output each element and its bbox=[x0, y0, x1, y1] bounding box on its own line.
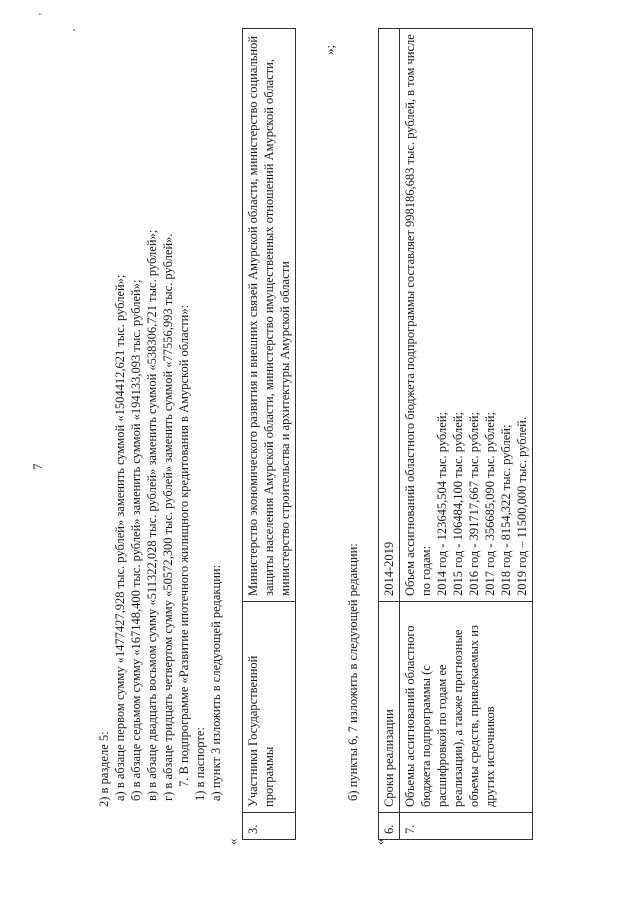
row-value: 2014-2019 bbox=[382, 541, 396, 596]
row-label: Объемы ассигнований областного бюджета подпрограммы (с расшифровкой по годам ее реализации), а также прогнозные объемы средств, привлекаемых из других источников bbox=[400, 602, 533, 813]
amendment-item: в) в абзаце двадцать восьмом сумму «511322,028 тыс. рублей» заменить суммой «538306,721 тыс. рублей»; bbox=[145, 229, 159, 801]
funding-year: 2015 год - 106484,100 тыс. рублей; bbox=[451, 412, 465, 596]
amendment-item: г) в абзаце тридцать четвертом сумму «50572,300 тыс. рублей» заменить суммой «77556,993 тыс. рублей». bbox=[161, 233, 175, 801]
page-number: 7 bbox=[30, 463, 45, 470]
terms-volumes-table bbox=[378, 28, 533, 840]
scan-mark: ' bbox=[72, 29, 83, 31]
row-label: Участники Государственной программы bbox=[243, 602, 296, 813]
close-quote: »; bbox=[322, 44, 337, 55]
subprogram-heading: 7. В подпрограмме «Развитие ипотечного жилищного кредитования в Амурской области»: bbox=[177, 304, 191, 787]
row-number: 6. bbox=[379, 813, 400, 840]
funding-year: 2014 год - 123645,504 тыс. рублей; bbox=[435, 412, 449, 596]
amendment-item: а) в абзаце первом сумму «1477427,928 тыс. рублей» заменить суммой «1504412,621 тыс. рублей»; bbox=[113, 274, 127, 801]
scan-mark: ' bbox=[38, 13, 49, 15]
row-number: 7. bbox=[400, 813, 533, 840]
passport-heading: 1) в паспорте: bbox=[193, 727, 207, 801]
row-number: 3. bbox=[243, 813, 296, 840]
open-quote: « bbox=[225, 838, 240, 845]
funding-year: 2019 год – 11500,000 тыс. рублей. bbox=[515, 417, 529, 596]
funding-total: Объем ассигнований областного бюджета подпрограммы составляет 998186,683 тыс. рублей, в том числе по годам: bbox=[403, 34, 433, 596]
row-label: Сроки реализации bbox=[379, 602, 400, 813]
participants-table bbox=[242, 28, 296, 840]
section-heading: 2) в разделе 5: bbox=[97, 731, 111, 807]
table-row bbox=[400, 29, 533, 840]
table-row bbox=[379, 29, 400, 840]
point-b-text: б) пункты 6, 7 изложить в следующей редакции: bbox=[346, 543, 360, 801]
funding-year: 2016 год - 391717,667 тыс. рублей; bbox=[467, 412, 481, 596]
amendment-item: б) в абзаце седьмом сумму «167148,400 тыс. рублей» заменить суммой «194133,093 тыс. рублей»; bbox=[129, 279, 143, 801]
table-row bbox=[243, 29, 296, 840]
open-quote: « bbox=[372, 838, 387, 845]
funding-year: 2018 год - 8154,322 тыс. рублей; bbox=[499, 424, 513, 596]
row-value: Министерство экономического развития и внешних связей Амурской области, министерство социальной защиты населения Амурской области, министерство имущественных отношений Амурской области, министерство строительства и архитектуры Амурской области bbox=[243, 29, 296, 602]
point-a-text: а) пункт 3 изложить в следующей редакции: bbox=[209, 564, 223, 801]
funding-year: 2017 год - 356685,090 тыс. рублей; bbox=[483, 412, 497, 596]
